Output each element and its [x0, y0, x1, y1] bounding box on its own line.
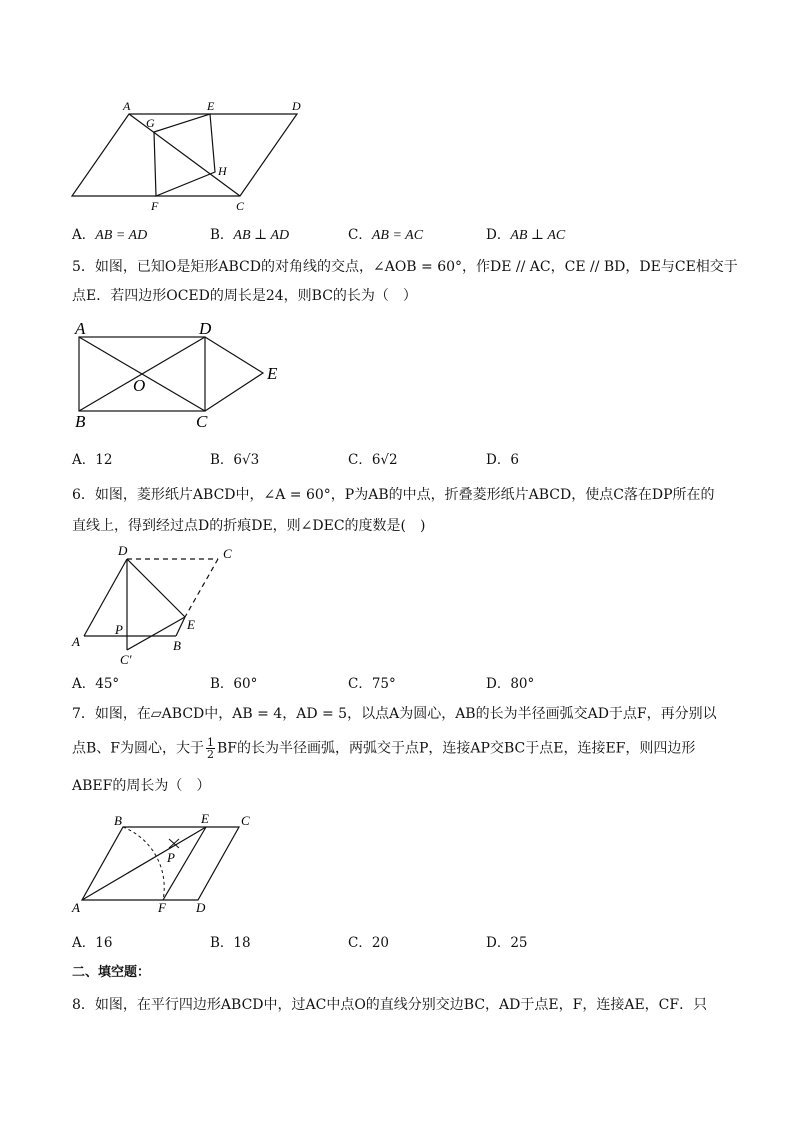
- q8-text-line1: 8．如图，在平行四边形ABCD中，过AC中点O的直线分别交边BC，AD于点E，F，连接AE，CF．只: [72, 997, 708, 1013]
- option-text: AB = AC: [371, 228, 424, 243]
- option-text: 45°: [95, 676, 120, 692]
- option-letter: D．: [486, 676, 511, 692]
- q7-figure: [66, 808, 266, 918]
- option-letter: C．: [348, 227, 372, 243]
- q4-label-A: A: [123, 99, 131, 113]
- q5-text-line2: 点E．若四边形OCED的周长是24，则BC的长为（ ）: [72, 288, 417, 304]
- option-text: 20: [371, 935, 390, 951]
- q4-label-E: E: [207, 99, 215, 113]
- q6-option-c[interactable]: [348, 675, 396, 693]
- q5-label-A: A: [75, 319, 86, 338]
- q5-label-B: B: [75, 412, 86, 431]
- fraction-denominator: 2: [207, 748, 215, 761]
- q7-label-D: D: [196, 900, 206, 915]
- option-letter: D．: [486, 227, 511, 243]
- fraction-numerator: 1: [207, 736, 215, 749]
- q6-option-a[interactable]: [72, 675, 119, 693]
- q7-label-F: F: [158, 900, 166, 915]
- q6-text-line1: 6．如图，菱形纸片ABCD中，∠A = 60°，P为AB的中点，折叠菱形纸片ABCD，使点C落在DP所在的: [72, 487, 715, 503]
- q7-label-A: A: [72, 900, 80, 915]
- option-letter: B．: [210, 935, 234, 951]
- option-text: 25: [510, 935, 528, 951]
- option-text: 6√2: [371, 452, 398, 468]
- q7-option-d[interactable]: [486, 934, 528, 952]
- q7-text-line2: [72, 737, 695, 760]
- q4-option-b[interactable]: [210, 226, 289, 245]
- option-letter: C．: [348, 935, 372, 951]
- option-text: 6: [510, 452, 519, 468]
- option-text: AB ⊥ AD: [233, 228, 290, 243]
- q4-label-H: H: [218, 164, 227, 178]
- q6-label-D: D: [118, 543, 128, 558]
- q5-figure: [66, 318, 296, 433]
- option-text: 75°: [371, 676, 396, 692]
- option-text: 18: [233, 935, 251, 951]
- one-half-fraction: [206, 737, 215, 760]
- q4-label-G: G: [146, 116, 155, 130]
- q6-label-E: E: [187, 617, 195, 632]
- option-letter: A．: [72, 676, 96, 692]
- q5-option-a[interactable]: [72, 451, 112, 469]
- q4-option-a[interactable]: [72, 226, 147, 245]
- q4-label-D: D: [292, 99, 301, 113]
- q7-option-b[interactable]: [210, 934, 251, 952]
- q7-label-P: P: [167, 850, 175, 865]
- q5-option-c[interactable]: [348, 451, 398, 469]
- q6-text-line2: 直线上，得到经过点D的折痕DE，则∠DEC的度数是( ): [72, 518, 426, 534]
- q7-option-c[interactable]: [348, 934, 389, 952]
- option-text: 16: [95, 935, 113, 951]
- q4-option-d[interactable]: [486, 226, 565, 245]
- option-letter: C．: [348, 452, 372, 468]
- q6-label-B: B: [173, 638, 181, 653]
- q7-label-B: B: [114, 813, 122, 828]
- section-title: 二、填空题：: [72, 965, 151, 980]
- q5-label-D: D: [199, 319, 212, 338]
- option-text: 60°: [233, 676, 258, 692]
- option-text: AB ⊥ AC: [510, 228, 566, 243]
- option-letter: A．: [72, 452, 96, 468]
- q5-option-d[interactable]: [486, 451, 519, 469]
- option-text: 12: [95, 452, 113, 468]
- q6-label-C-prime: C′: [120, 652, 132, 667]
- q7-option-a[interactable]: [72, 934, 112, 952]
- q7-label-C: C: [241, 813, 250, 828]
- option-letter: A．: [72, 935, 96, 951]
- option-letter: B．: [210, 676, 234, 692]
- option-letter: A．: [72, 227, 96, 243]
- q6-label-C: C: [223, 546, 232, 561]
- option-letter: D．: [486, 452, 511, 468]
- q4-option-c[interactable]: [348, 226, 423, 245]
- q7-text-line1: 7．如图，在▱ABCD中，AB = 4，AD = 5，以点A为圆心，AB的长为半径画弧交AD于点F，再分别以: [72, 706, 717, 722]
- q4-label-C: C: [236, 199, 245, 213]
- q5-label-E: E: [267, 364, 278, 383]
- option-letter: B．: [210, 227, 234, 243]
- q7-text-line2-a: 点B、F为圆心，大于: [72, 740, 205, 757]
- option-letter: C．: [348, 676, 372, 692]
- option-text: 6√3: [233, 452, 260, 468]
- q6-option-d[interactable]: [486, 675, 534, 693]
- q4-figure: [60, 95, 320, 215]
- q5-label-C: C: [196, 412, 208, 431]
- q5-text-line1: 5．如图，已知O是矩形ABCD的对角线的交点，∠AOB = 60°，作DE // AC，CE // BD，DE与CE相交于: [72, 259, 738, 275]
- option-text: 80°: [510, 676, 535, 692]
- option-letter: B．: [210, 452, 234, 468]
- q4-label-F: F: [151, 199, 159, 213]
- option-text: AB = AD: [95, 228, 148, 243]
- q7-label-E: E: [201, 811, 209, 826]
- q6-label-A: A: [72, 634, 80, 649]
- q6-option-b[interactable]: [210, 675, 257, 693]
- q5-label-O: O: [133, 376, 146, 395]
- q6-label-P: P: [115, 622, 123, 637]
- q7-text-line2-b: BF的长为半径画弧，两弧交于点P，连接AP交BC于点E，连接EF，则四边形: [217, 740, 696, 757]
- q6-figure: [66, 540, 246, 668]
- q5-option-b[interactable]: [210, 451, 259, 469]
- q7-text-line3: ABEF的周长为（ ）: [72, 778, 211, 794]
- option-letter: D．: [486, 935, 511, 951]
